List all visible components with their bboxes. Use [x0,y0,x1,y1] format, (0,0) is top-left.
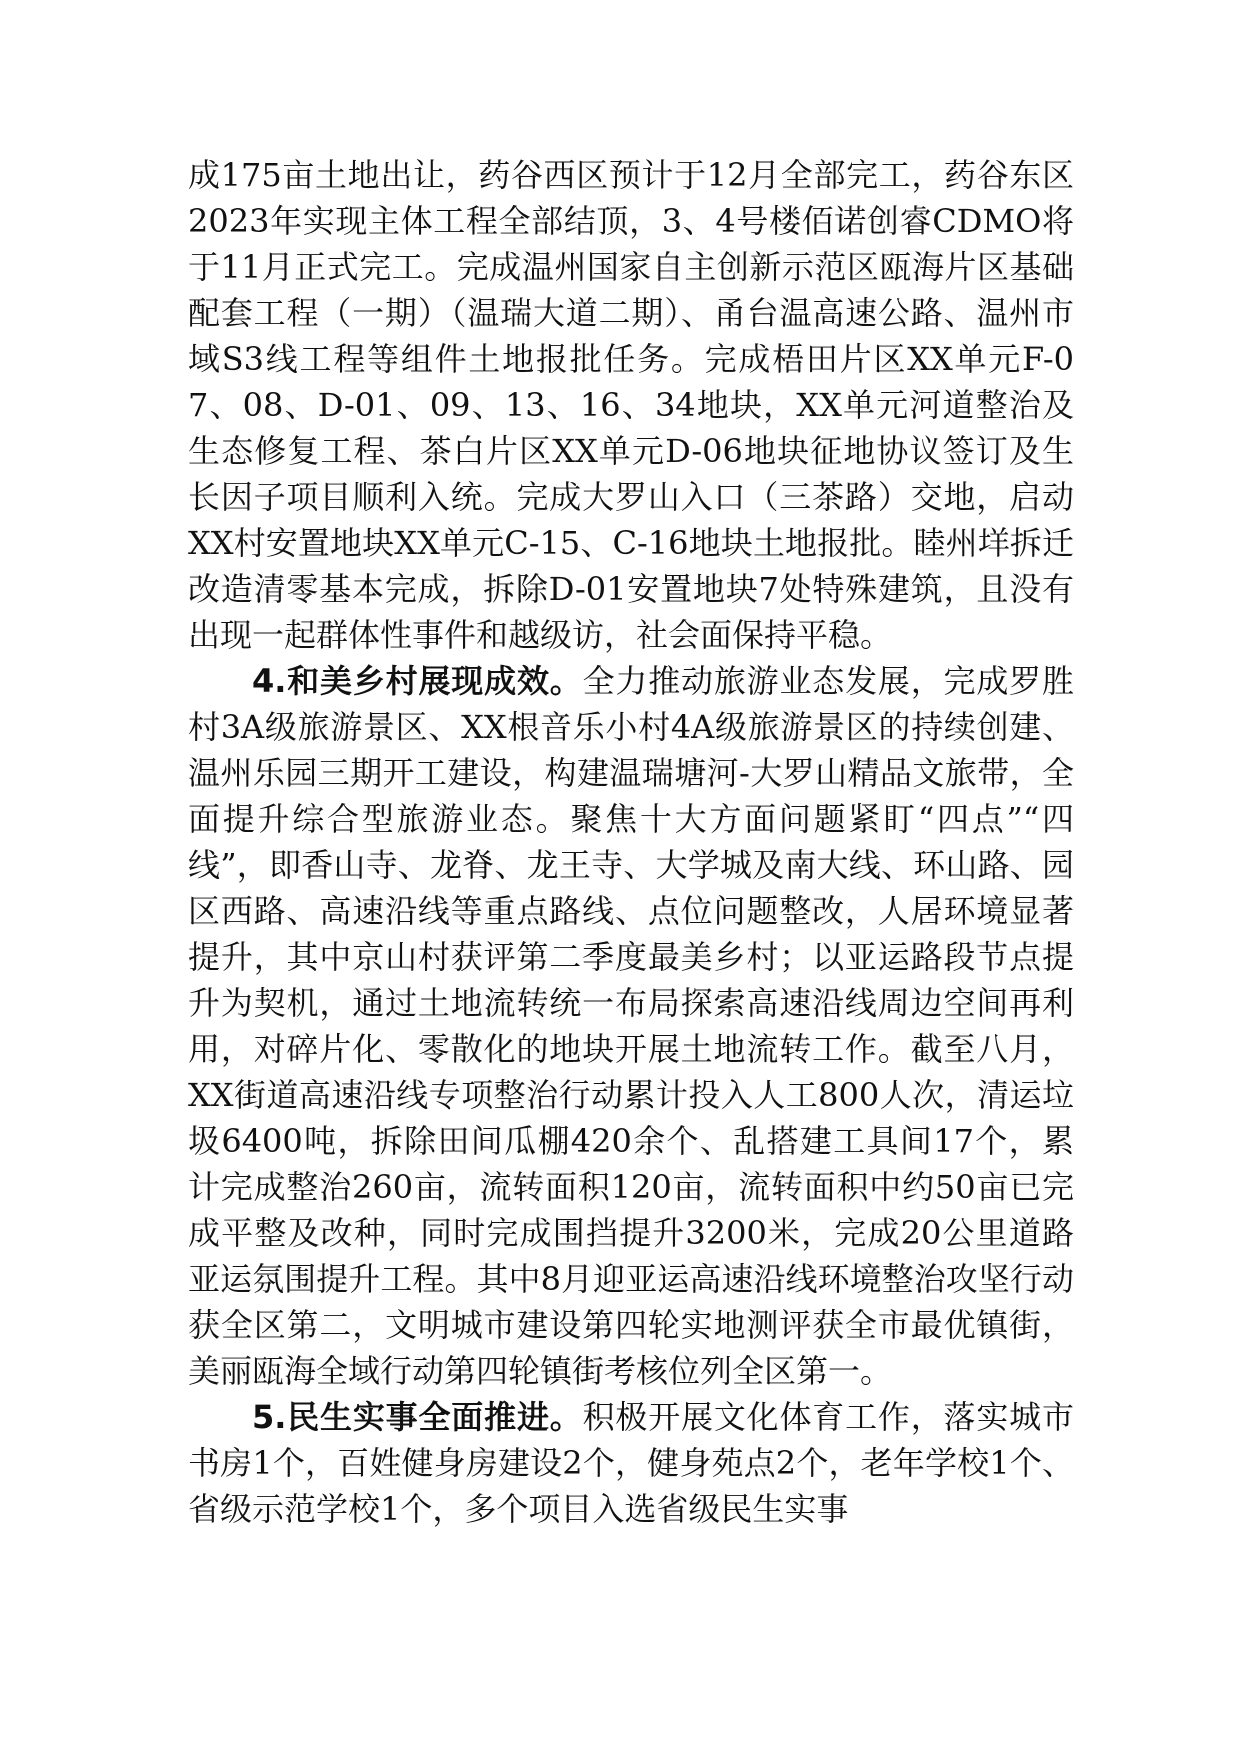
paragraph-continuation [188,152,1074,658]
paragraph-livelihood-projects [188,1394,1074,1532]
paragraph-text: 全力推动旅游业态发展，完成罗胜村3A级旅游景区、XX根音乐小村4A级旅游景区的持续创建、温州乐园三期开工建设，构建温瑞塘河-大罗山精品文旅带，全面提升综合型旅游业态。聚焦十大方面问题紧盯“四点”“四线”，即香山寺、龙脊、龙王寺、大学城及南大线、环山路、园区西路、高速沿线等重点路线、点位问题整改，人居环境显著提升，其中京山村获评第二季度最美乡村；以亚运路段节点提升为契机，通过土地流转统一布局探索高速沿线周边空间再利用，对碎片化、零散化的地块开展土地流转工作。截至八月，XX街道高速沿线专项整治行动累计投入人工800人次，清运垃圾6400吨，拆除田间瓜棚420余个、乱搭建工具间17个，累计完成整治260亩，流转面积120亩，流转面积中约50亩已完成平整及改种，同时完成围挡提升3200米，完成20公里道路亚运氛围提升工程。其中8月迎亚运高速沿线环境整治攻坚行动获全区第二，文明城市建设第四轮实地测评获全市最优镇街，美丽瓯海全域行动第四轮镇街考核位列全区第一。 [188,662,1074,1390]
paragraph-heading: 5.民生实事全面推进。 [252,1398,583,1436]
paragraph-text: 积极开展文化体育工作，落实城市书房1个，百姓健身房建设2个，健身苑点2个，老年学校1个、省级示范学校1个，多个项目入选省级民生实事 [188,1398,1074,1528]
paragraph-heading: 4.和美乡村展现成效。 [252,662,583,700]
paragraph-rural-villages [188,658,1074,1394]
paragraph-text: 成175亩土地出让，药谷西区预计于12月全部完工，药谷东区2023年实现主体工程全部结顶，3、4号楼佰诺创睿CDMO将于11月正式完工。完成温州国家自主创新示范区瓯海片区基础配套工程（一期）（温瑞大道二期）、甬台温高速公路、温州市域S3线工程等组件土地报批任务。完成梧田片区XX单元F-07、08、D-01、09、13、16、34地块，XX单元河道整治及生态修复工程、茶白片区XX单元D-06地块征地协议签订及生长因子项目顺利入统。完成大罗山入口（三茶路）交地，启动XX村安置地块XX单元C-15、C-16地块土地报批。睦州垟拆迁改造清零基本完成，拆除D-01安置地块7处特殊建筑，且没有出现一起群体性事件和越级访，社会面保持平稳。 [188,156,1074,654]
